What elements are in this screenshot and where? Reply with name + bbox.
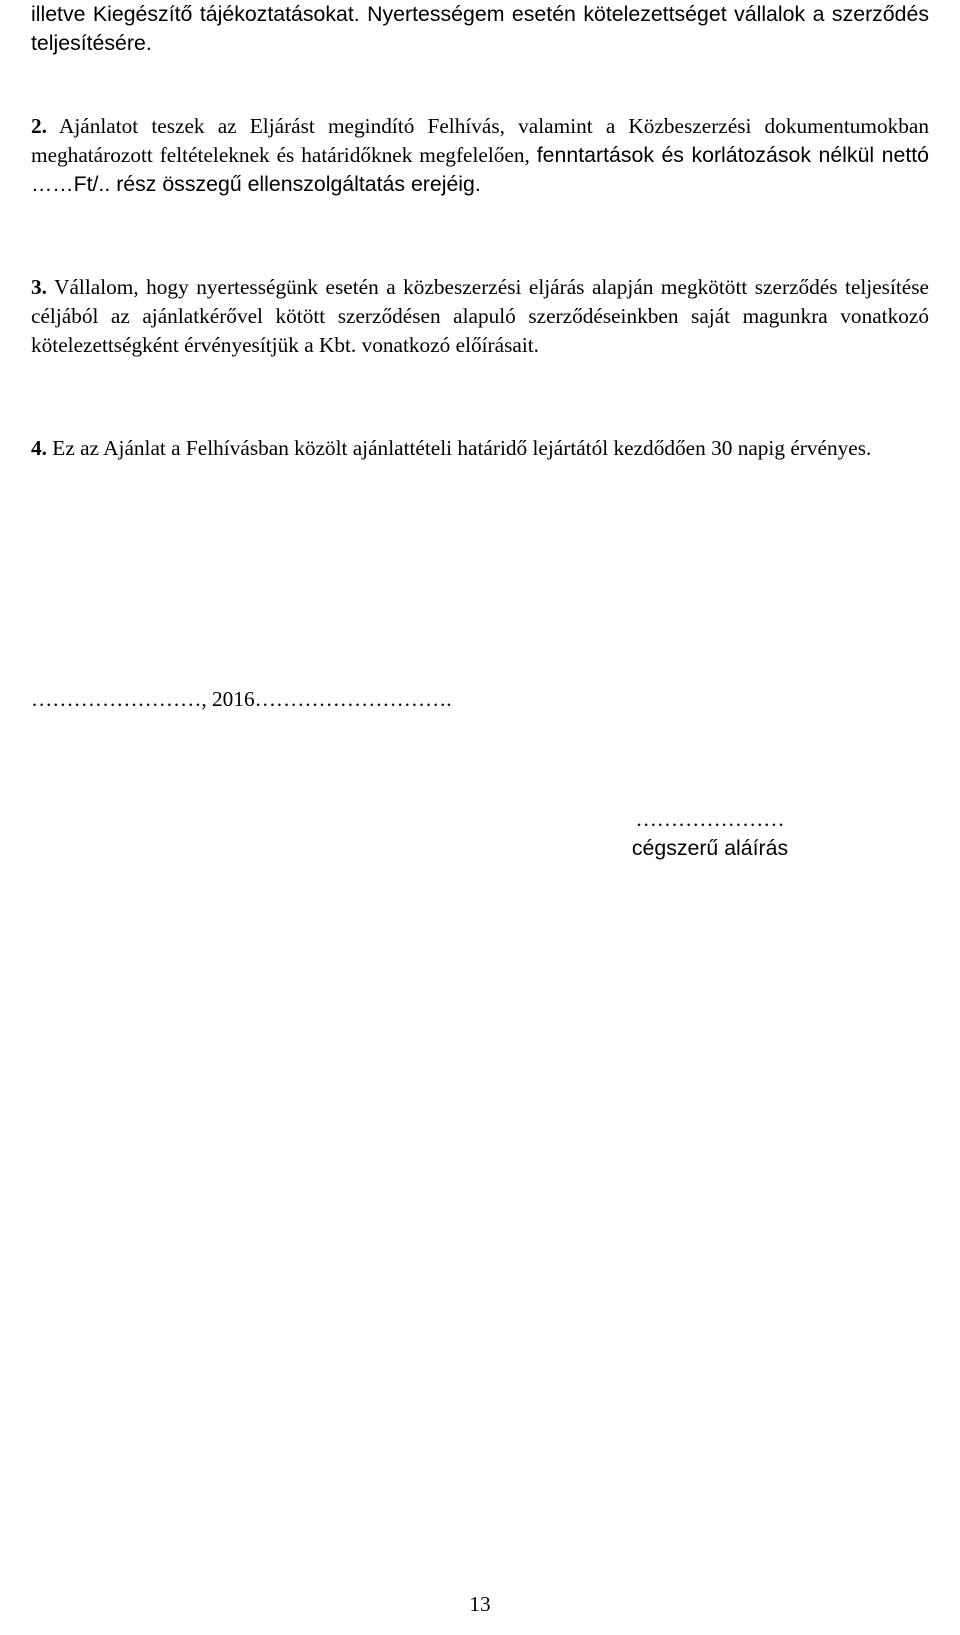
paragraph-4-number: 4. <box>31 436 47 460</box>
paragraph-3-number: 3. <box>31 275 47 299</box>
paragraph-1-text: illetve Kiegészítő tájékoztatásokat. Nyertességem esetén kötelezettséget vállalok a szerződés teljesítésére. <box>31 2 929 55</box>
paragraph-2-text-b: fenntartások és korlátozások nélkül nettó ……Ft/.. rész összegű ellenszolgáltatás erejéig. <box>31 143 929 196</box>
paragraph-3-text: Vállalom, hogy nyertességünk esetén a közbeszerzési eljárás alapján megkötött szerződés teljesítése céljából az ajánlatkérővel kötött szerződésen alapuló szerződéseinkben saját magunkra vonatkozó kötelezettségként érvényesítjük a Kbt. vonatkozó előírásait. <box>31 275 929 357</box>
signature-block <box>590 805 830 863</box>
paragraph-2-number: 2. <box>31 114 47 138</box>
signature-line: ………………… <box>635 807 785 831</box>
paragraph-4 <box>31 434 929 463</box>
paragraph-2-text-a: Ajánlatot teszek az Eljárást megindító Felhívás, valamint a Közbeszerzési dokumentumokban meghatározott feltételeknek és határidőknek megfelelően, <box>31 114 929 167</box>
paragraph-2 <box>31 112 929 199</box>
paragraph-continuation <box>31 0 929 58</box>
place-date-line: ……………………, 2016………………………. <box>31 687 452 711</box>
signature-label: cégszerű aláírás <box>631 836 789 860</box>
paragraph-4-text: Ez az Ajánlat a Felhívásban közölt ajánlattételi határidő lejártától kezdődően 30 napig érvényes. <box>46 436 872 460</box>
paragraph-3 <box>31 273 929 360</box>
page-number: 13 <box>469 1592 491 1616</box>
